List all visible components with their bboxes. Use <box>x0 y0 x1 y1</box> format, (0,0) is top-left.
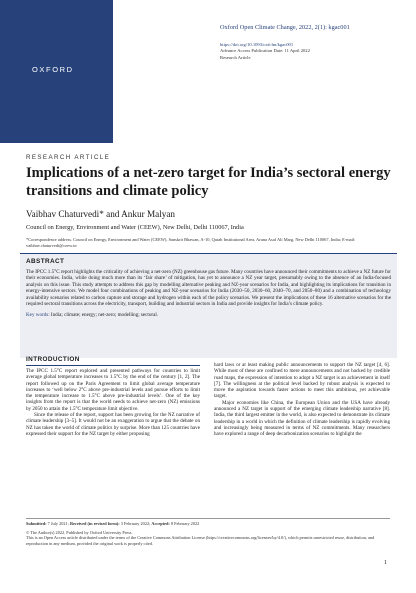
paragraph: Since the release of the report, support has been growing for the NZ narrative of climate leadership [3–5]. It would not be an exaggeration to argue that the debate on NZ has taken the world of climate politics by surprise. More than 125 countries have expressed their support for the NZ target by either proposing <box>26 412 200 437</box>
paragraph: The IPCC 1.5°C report explored and presented pathways for countries to limit average global temperature increases to 1.5°C by the end of the century [1, 2]. The report followed up on the Paris Agreement to limit global average temperature increases to ‘well below 2°C above pre-industrial levels and pursue efforts to limit the temperature increase to 1.5°C above pre-industrial levels’. One of the key insights from the report is that the world needs to achieve net-zero (NZ) emissions by 2050 to attain the 1.5°C temperature limit objective. <box>26 368 200 412</box>
abstract-text: The IPCC 1.5°C report highlights the criticality of achieving a net-zero (NZ) greenhouse gas future. Many countries have announced their commitments to achieve a NZ future for their economies. India, while doing much more than its ‘fair share’ of mitigation, has yet to announce a NZ year target, presumably owing to the absence of an India-focused analysis on this issue. This study attempts to address this gap by modelling alternative peaking and NZ-year scenarios for India, and highlighting its implications for transition in energy-intensive sectors. We model four combinations of peaking and NZ-year scenarios for India (2030–50, 2030–60, 2040–70, and 2050–80) and a combination of technology availability scenarios related to carbon capture and storage and hydrogen within each of the policy scenarios. We present the implications of these 16 alternative scenarios for the required sectoral transitions across the electricity, transport, building and industrial sectors in India and provide insights for India’s climate policy. <box>26 269 391 308</box>
correspondence-note: *Correspondence address. Council on Energy, Environment and Water (CEEW), Sanskrit Bhawan, A-10, Qutab Institutional Area, Aruna Asaf Ali Marg, New Delhi 110067, India; E-mail: vaibhav.chaturvedi@ceew.in <box>26 237 356 248</box>
paragraph: hard laws or at least making public announcements to support the NZ target [4, 6]. While most of these are confined to mere announcements and not backed by credible road maps, the expression of intention to adopt a NZ target is an achievement in itself [7]. The willingness at the political level backed by robust analysis is expected to move the aspiration towards faster actions to meet this ambitious, yet achievable target. <box>214 362 390 400</box>
keywords-list: India; climate; energy; net-zero; modelling; sectoral. <box>50 312 159 319</box>
submission-dates: Submitted: 7 July 2021; Received (in revised form): 3 February 2022; Accepted: 8 February 2022 <box>26 521 200 526</box>
body-column-left <box>26 368 200 437</box>
author-affiliation: Council on Energy, Environment and Water (CEEW), New Delhi, Delhi 110067, India <box>26 224 244 231</box>
paragraph: Major economies like China, the European Union and the USA have already announced a NZ target in support of the emerging climate leadership narrative [8]. India, the third largest emitter in the world, is also expected to demonstrate its climate leadership in a world in which the definition of climate leadership is rapidly evolving and increasingly being measured in terms of NZ commitments. Many researchers have explored a range of deep decarbonization scenarios to highlight the <box>214 399 390 438</box>
publisher-logo: OXFORD <box>32 65 74 74</box>
doi-link[interactable]: https://doi.org/10.1093/oxfclm/kgac001 <box>220 42 294 47</box>
article-title: Implications of a net-zero target for India’s sectoral energy transitions and climate policy <box>26 165 391 199</box>
section-rule <box>26 365 200 366</box>
abstract-box <box>20 253 397 358</box>
footer-divider <box>26 518 390 519</box>
journal-meta <box>220 24 410 61</box>
copyright-line: © The Author(s) 2022. Published by Oxford University Press. <box>26 529 133 535</box>
article-type: RESEARCH ARTICLE <box>26 154 111 161</box>
keywords-line <box>26 312 391 318</box>
article-authors: Vaibhav Chaturvedi* and Ankur Malyan <box>26 209 176 219</box>
keywords-label: Key words: <box>26 312 50 319</box>
license-text: This is an Open Access article distributed under the terms of the Creative Commons Attribution License (https://creativecommons.org/licenses/by/4.0/), which permits unrestricted reuse, distribution, and reproduction in any medium, provided the original work is properly cited. <box>26 535 375 546</box>
page-footer <box>26 521 390 546</box>
body-column-right <box>214 362 390 438</box>
advance-access-date: Advance Access Publication Date: 11 April 2022 <box>220 48 310 54</box>
abstract-heading: ABSTRACT <box>26 258 65 265</box>
page-number: 1 <box>384 560 387 566</box>
publisher-logo-block <box>0 0 113 143</box>
journal-citation: Oxford Open Climate Change, 2022, 2(1): kgac001 <box>220 24 350 31</box>
introduction-heading: INTRODUCTION <box>26 356 80 363</box>
article-category: Research Article <box>220 54 251 60</box>
